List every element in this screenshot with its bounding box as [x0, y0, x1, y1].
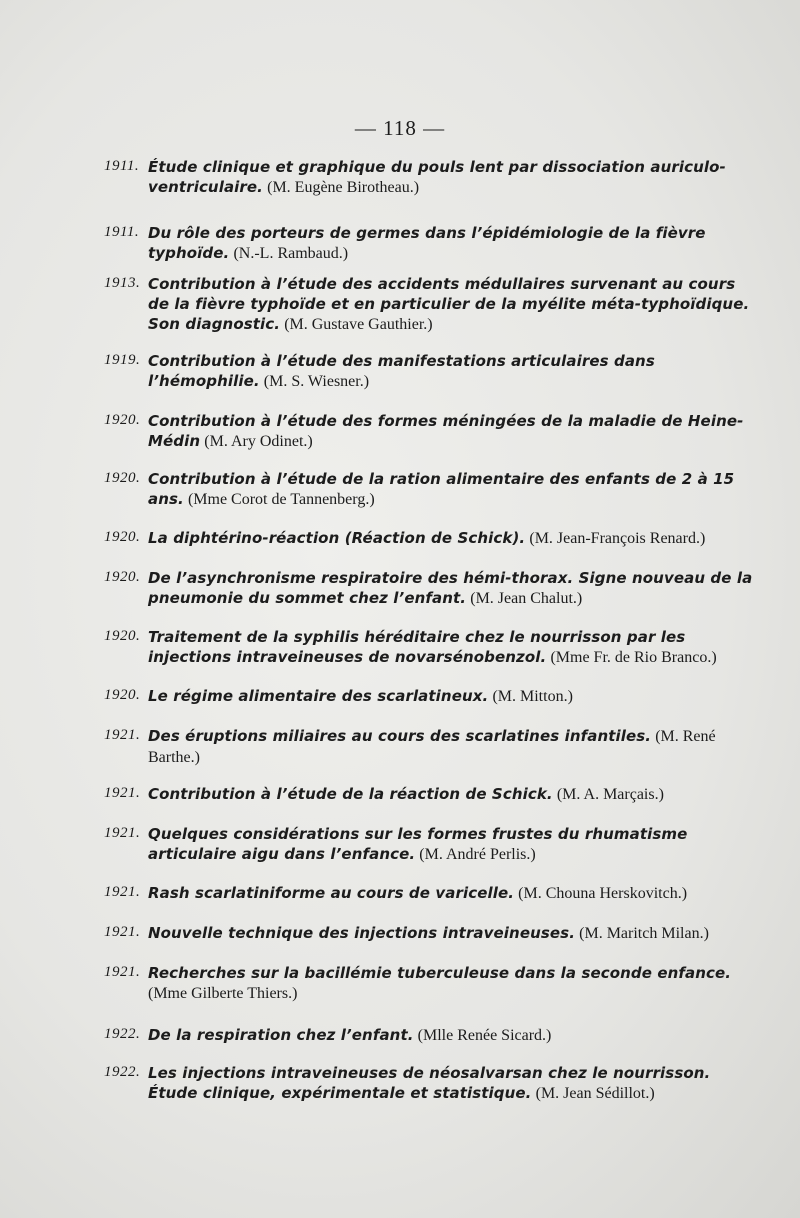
entry-year: 1921. [104, 924, 141, 940]
entry-year: 1921. [104, 964, 141, 980]
bibliography-entry [104, 1063, 753, 1104]
entry-title: De l’asynchronisme respiratoire des hémi-thorax. Signe nouveau de la pneumonie du sommet chez l’enfant. [148, 569, 753, 607]
entry-year: 1921. [104, 785, 141, 801]
entry-title: Traitement de la syphilis héréditaire chez le nourrisson par les injections intraveineuses de novarsénobenzol. [148, 628, 686, 666]
entry-title: Contribution à l’étude de la ration alimentaire des enfants de 2 à 15 ans. [148, 470, 735, 508]
entry-author: (M. A. Marçais.) [556, 786, 664, 803]
entry-title: Nouvelle technique des injections intraveineuses. [148, 924, 576, 942]
entry-title: La diphtérino-réaction (Réaction de Schick). [148, 529, 526, 547]
entry-author: (Mme Corot de Tannenberg.) [187, 491, 375, 508]
entry-title: De la respiration chez l’enfant. [148, 1026, 414, 1044]
entry-author: (M. Mitton.) [492, 688, 573, 705]
entry-title: Étude clinique et graphique du pouls lent par dissociation auriculo-ventriculaire. [148, 158, 726, 196]
bibliography-entry [104, 784, 753, 805]
entry-year: 1920. [104, 569, 141, 585]
entry-author: (Mlle Renée Sicard.) [417, 1027, 552, 1044]
bibliography-entry [104, 686, 753, 707]
entry-author: (Mme Fr. de Rio Branco.) [550, 649, 717, 666]
bibliography-entry [104, 824, 753, 865]
entry-year: 1919. [104, 352, 141, 368]
entry-year: 1920. [104, 529, 141, 545]
entry-year: 1921. [104, 825, 141, 841]
bibliography-entry [104, 469, 753, 510]
bibliography-entry [104, 627, 753, 668]
bibliography-entry [104, 223, 753, 264]
entry-year: 1921. [104, 884, 141, 900]
entry-author: (M. René Barthe.) [148, 728, 716, 766]
entry-year: 1922. [104, 1026, 141, 1042]
entry-title: Contribution à l’étude des manifestations articulaires dans l’hémophilie. [148, 352, 655, 390]
bibliography-entry [104, 351, 753, 392]
entry-author: (N.-L. Rambaud.) [233, 245, 349, 262]
entry-author: (M. Jean Sédillot.) [535, 1085, 655, 1102]
entry-year: 1922. [104, 1064, 141, 1080]
entry-author: (Mme Gilberte Thiers.) [148, 985, 298, 1002]
bibliography-entry [104, 274, 753, 335]
entry-year: 1920. [104, 412, 141, 428]
entry-author: (M. Maritch Milan.) [579, 925, 709, 942]
entry-year: 1920. [104, 687, 141, 703]
entry-title: Contribution à l’étude des formes méningées de la maladie de Heine-Médin [148, 412, 744, 450]
entry-year: 1913. [104, 275, 141, 291]
entry-title: Des éruptions miliaires au cours des scarlatines infantiles. [148, 727, 652, 745]
bibliography-entry [104, 726, 753, 768]
entry-author: (M. Jean Chalut.) [470, 590, 583, 607]
entry-year: 1911. [104, 158, 140, 174]
entry-title: Rash scarlatiniforme au cours de varicelle. [148, 884, 515, 902]
bibliography-entry [104, 1025, 753, 1046]
entry-year: 1921. [104, 727, 141, 743]
entry-author: (M. Ary Odinet.) [204, 433, 313, 450]
entry-title: Quelques considérations sur les formes frustes du rhumatisme articulaire aigu dans l’enfance. [148, 825, 688, 863]
bibliography-entry [104, 923, 753, 944]
entry-title: Les injections intraveineuses de néosalvarsan chez le nourrisson. Étude clinique, expérimentale et statistique. [148, 1064, 711, 1102]
entry-year: 1911. [104, 224, 140, 240]
entry-title: Recherches sur la bacillémie tuberculeuse dans la seconde enfance. [148, 964, 732, 982]
entry-author: (M. Gustave Gauthier.) [284, 316, 433, 333]
entry-author: (M. Jean-François Renard.) [529, 530, 706, 547]
entry-title: Le régime alimentaire des scarlatineux. [148, 687, 489, 705]
bibliography-entry [104, 411, 753, 452]
bibliography-entry [104, 528, 753, 549]
entry-year: 1920. [104, 470, 141, 486]
entry-author: (M. André Perlis.) [419, 846, 536, 863]
bibliography-entry [104, 883, 753, 904]
entry-title: Du rôle des porteurs de germes dans l’épidémiologie de la fièvre typhoïde. [148, 224, 706, 262]
entry-title: Contribution à l’étude des accidents médullaires survenant au cours de la fièvre typhoïde et en particulier de la myélite méta-typhoïdique. Son diagnostic. [148, 275, 750, 333]
bibliography-entry [104, 157, 753, 198]
entry-author: (M. S. Wiesner.) [263, 373, 370, 390]
entry-author: (M. Eugène Birotheau.) [267, 179, 420, 196]
entry-year: 1920. [104, 628, 141, 644]
bibliography-entry [104, 568, 753, 609]
entry-author: (M. Chouna Herskovitch.) [518, 885, 688, 902]
page-number: — 118 — [354, 116, 446, 140]
entry-title: Contribution à l’étude de la réaction de Schick. [148, 785, 553, 803]
bibliography-entry [104, 963, 753, 1004]
